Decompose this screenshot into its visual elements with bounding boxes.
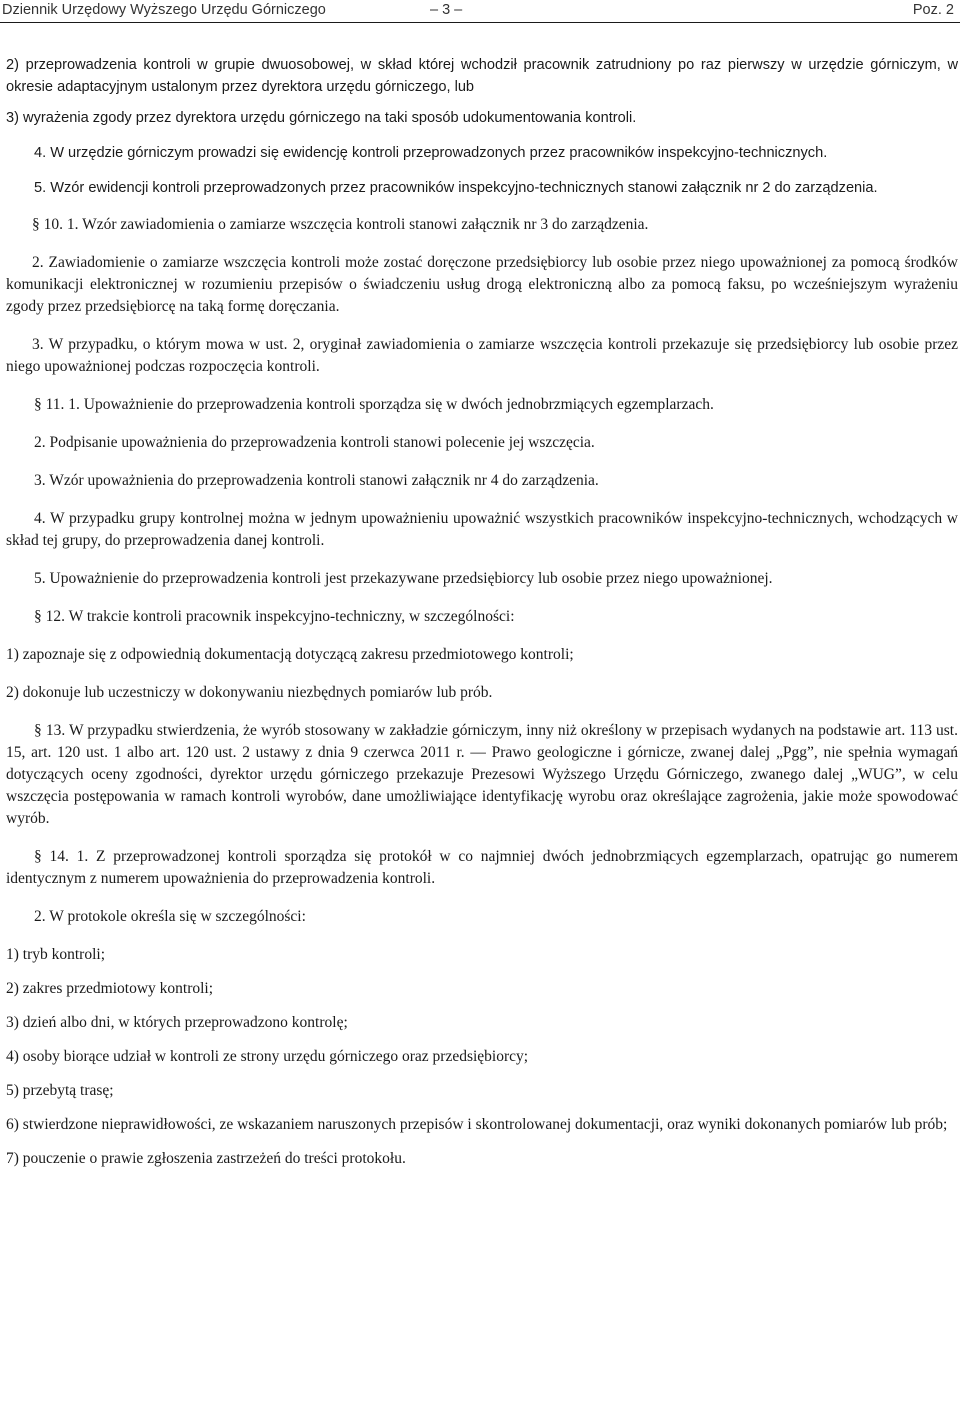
- list-item: 4) osoby biorące udział w kontroli ze strony urzędu górniczego oraz przedsiębiorcy;: [6, 1048, 529, 1065]
- section-paragraph: § 11. 1. Upoważnienie do przeprowadzenia kontroli sporządza się w dwóch jednobrzmiących egzemplarzach.: [34, 396, 714, 413]
- position-number: Poz. 2: [912, 2, 954, 18]
- journal-title: Dziennik Urzędowy Wyższego Urzędu Górniczego: [2, 2, 326, 18]
- paragraph: 3) wyrażenia zgody przez dyrektora urzędu górniczego na taki sposób udokumentowania kontroli.: [6, 110, 637, 126]
- page-number: – 3 –: [430, 2, 463, 18]
- list-item: 1) tryb kontroli;: [6, 946, 106, 963]
- page-header: [0, 0, 960, 24]
- paragraph: 2. W protokole określa się w szczególności:: [34, 908, 306, 925]
- paragraph: 3. W przypadku, o którym mowa w ust. 2, oryginał zawiadomienia o zamiarze wszczęcia kontroli przekazuje się przedsiębiorcy lub osobie przez niego upoważnionej podczas rozpoczęcia kontroli.: [6, 336, 958, 375]
- paragraph: 2. Podpisanie upoważnienia do przeprowadzenia kontroli stanowi polecenie jej wszczęcia.: [34, 434, 595, 451]
- list-item: 5) przebytą trasę;: [6, 1082, 114, 1099]
- section-paragraph: § 14. 1. Z przeprowadzonej kontroli sporządza się protokół w co najmniej dwóch jednobrzmiących egzemplarzach, opatrując go numerem identycznym z numerem upoważnienia do przeprowadzenia kontroli.: [6, 848, 958, 887]
- paragraph: 5. Upoważnienie do przeprowadzenia kontroli jest przekazywane przedsiębiorcy lub osobie przez niego upoważnionej.: [34, 570, 773, 587]
- list-item: 7) pouczenie o prawie zgłoszenia zastrzeżeń do treści protokołu.: [6, 1150, 406, 1167]
- paragraph: 2) przeprowadzenia kontroli w grupie dwuosobowej, w skład której wchodził pracownik zatrudniony po raz pierwszy w urzędzie górniczym, w okresie adaptacyjnym ustalonym przez dyrektora urzędu górniczego, lub: [6, 57, 958, 95]
- list-item: 6) stwierdzone nieprawidłowości, ze wskazaniem naruszonych przepisów i skontrolowanej dokumentacji, oraz wyniki dokonanych pomiarów lub prób;: [6, 1116, 948, 1133]
- document-body: [6, 54, 958, 1170]
- section-paragraph: § 10. 1. Wzór zawiadomienia o zamiarze wszczęcia kontroli stanowi załącznik nr 3 do zarządzenia.: [32, 216, 649, 233]
- header-divider: [0, 22, 960, 23]
- section-paragraph: § 13. W przypadku stwierdzenia, że wyrób stosowany w zakładzie górniczym, inny niż określony w przepisach wydanych na podstawie art. 113 ust. 15, art. 120 ust. 1 albo art. 120 ust. 2 ustawy z dnia 9 czerwca 2011 r. — Prawo geologiczne i górnicze, zwanej dalej „Pgg”, nie spełnia wymagań dotyczących oceny zgodności, dyrektor urzędu górniczego przekazuje Prezesowi Wyższego Urzędu Górniczego, zwanego dalej „WUG”, w celu wszczęcia postępowania w ramach kontroli wyrobów, dane umożliwiające identyfikację wyrobu oraz określające zagrożenia, jakie może spowodować wyrób.: [6, 722, 958, 827]
- paragraph: 4. W urzędzie górniczym prowadzi się ewidencję kontroli przeprowadzonych przez pracowników inspekcyjno-technicznych.: [34, 145, 828, 161]
- section-paragraph: § 12. W trakcie kontroli pracownik inspekcyjno-techniczny, w szczególności:: [34, 608, 515, 625]
- paragraph: 2. Zawiadomienie o zamiarze wszczęcia kontroli może zostać doręczone przedsiębiorcy lub osobie przez niego upoważnionej za pomocą środków komunikacji elektronicznej w rozumieniu przepisów o świadczeniu usług drogą elektroniczną albo za pomocą faksu, po wcześniejszym wyrażeniu zgody przez przedsiębiorcę na taką formę doręczania.: [6, 254, 958, 315]
- paragraph: 4. W przypadku grupy kontrolnej można w jednym upoważnieniu upoważnić wszystkich pracowników inspekcyjno-technicznych, wchodzących w skład tej grupy, do przeprowadzenia danej kontroli.: [6, 510, 958, 549]
- paragraph: 5. Wzór ewidencji kontroli przeprowadzonych przez pracowników inspekcyjno-technicznych stanowi załącznik nr 2 do zarządzenia.: [34, 180, 878, 196]
- paragraph: 3. Wzór upoważnienia do przeprowadzenia kontroli stanowi załącznik nr 4 do zarządzenia.: [34, 472, 599, 489]
- list-item: 2) zakres przedmiotowy kontroli;: [6, 980, 214, 997]
- list-item: 2) dokonuje lub uczestniczy w dokonywaniu niezbędnych pomiarów lub prób.: [6, 684, 493, 701]
- list-item: 3) dzień albo dni, w których przeprowadzono kontrolę;: [6, 1014, 348, 1031]
- list-item: 1) zapoznaje się z odpowiednią dokumentacją dotyczącą zakresu przedmiotowego kontroli;: [6, 646, 574, 663]
